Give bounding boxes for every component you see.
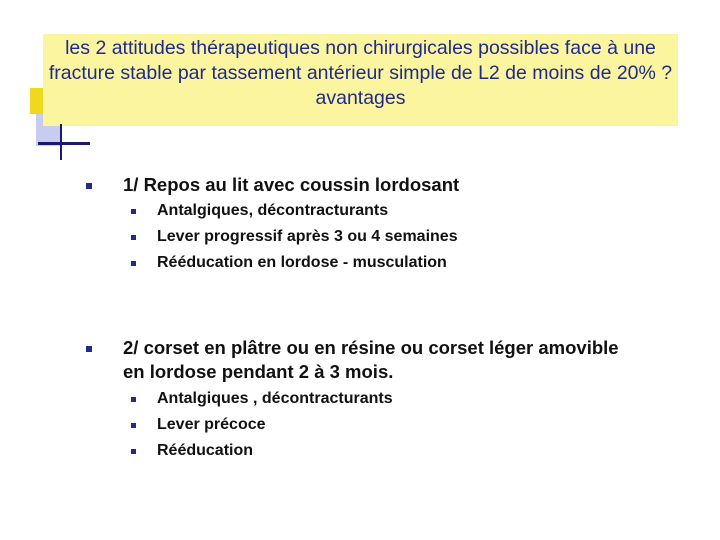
option-1-point-1: Antalgiques, décontracturants — [157, 202, 389, 219]
option-2-point-3: Rééducation — [157, 442, 254, 459]
option-2-bullet-icon — [86, 346, 92, 352]
option-1-bullet-icon — [86, 183, 92, 189]
option-1-point-1-bullet-icon — [131, 209, 136, 214]
option-1-point-2-bullet-icon — [131, 235, 136, 240]
option-2-point-1: Antalgiques , décontracturants — [157, 390, 393, 407]
decoration-vertical-line — [60, 124, 62, 160]
option-2-heading: 2/ corset en plâtre ou en résine ou corset léger amovible en lordose pendant 2 à 3 mois. — [123, 337, 619, 382]
slide-title: les 2 attitudes thérapeutiques non chirurgicales possibles face à une fracture stable par tassement antérieur simple de L2 de moins de 20% ? avantages — [48, 37, 673, 109]
option-2-point-2-bullet-icon — [131, 423, 136, 428]
decoration-horizontal-line — [38, 142, 90, 145]
option-1-heading: 1/ Repos au lit avec coussin lordosant — [123, 174, 460, 195]
option-1-point-3: Rééducation en lordose - musculation — [157, 254, 447, 271]
option-1-point-3-bullet-icon — [131, 261, 136, 266]
option-1-point-2: Lever progressif après 3 ou 4 semaines — [157, 228, 458, 245]
option-2-point-1-bullet-icon — [131, 397, 136, 402]
option-2-point-3-bullet-icon — [131, 449, 136, 454]
option-2-point-2: Lever précoce — [157, 416, 266, 433]
